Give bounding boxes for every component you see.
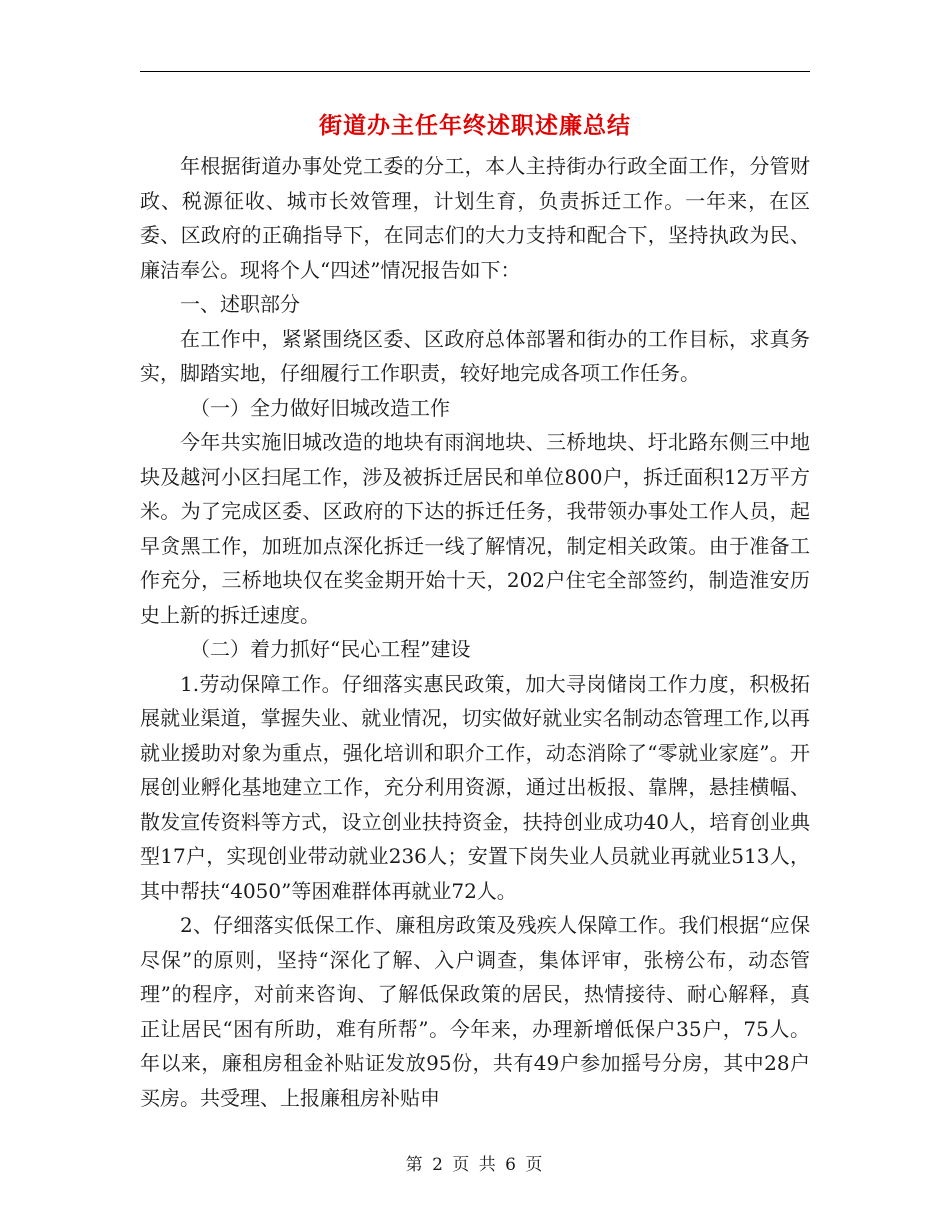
- subheading-people-project: （二）着力抓好“民心工程”建设: [190, 637, 471, 661]
- paragraph-duty-summary: 在工作中，紧紧围绕区委、区政府总体部署和街办的工作目标，求真务实，脚踏实地，仔细履行工作职责，较好地完成各项工作任务。: [140, 326, 810, 385]
- paragraph-old-city-renovation: 今年共实施旧城改造的地块有雨润地块、三桥地块、圩北路东侧三中地块及越河小区扫尾工作，涉及被拆迁居民和单位800户，拆迁面积12万平方米。为了完成区委、区政府的下达的拆迁任务，我带领办事处工作人员，起早贪黑工作，加班加点深化拆迁一线了解情况，制定相关政策。由于准备工作充分，三桥地块仅在奖金期开始十天，202户住宅全部签约，制造淮安历史上新的拆迁速度。: [140, 430, 810, 627]
- document-body: [140, 149, 810, 1115]
- document-title: 街道办主任年终述职述廉总结: [319, 112, 631, 139]
- paragraph-labor-security: 1.劳动保障工作。仔细落实惠民政策，加大寻岗储岗工作力度，积极拓展就业渠道，掌握失业、就业情况，切实做好就业实名制动态管理工作,以再就业援助对象为重点，强化培训和职介工作，动态消除了“零就业家庭”。开展创业孵化基地建立工作，充分利用资源，通过出板报、靠牌，悬挂横幅、散发宣传资料等方式，设立创业扶持资金，扶持创业成功40人，培育创业典型17户，实现创业带动就业236人；安置下岗失业人员就业再就业513人，其中帮扶“4050”等困难群体再就业72人。: [140, 671, 810, 903]
- section-heading-duty: 一、述职部分: [180, 292, 300, 316]
- page-footer: 第 2 页 共 6 页: [405, 1155, 545, 1175]
- subheading-old-city-renovation: （一）全力做好旧城改造工作: [190, 395, 450, 420]
- header-rule: [140, 71, 810, 72]
- paragraph-low-income-housing: 2、仔细落实低保工作、廉租房政策及残疾人保障工作。我们根据“应保尽保”的原则，坚持“深化了解、入户调查，集体评审，张榜公布，动态管理”的程序，对前来咨询、了解低保政策的居民，热情接待、耐心解释，真正让居民“困有所助，难有所帮”。今年来，办理新增低保户35户，75人。年以来，廉租房租金补贴证发放95份，共有49户参加摇号分房，其中28户买房。共受理、上报廉租房补贴申: [140, 913, 810, 1110]
- paragraph-intro: 年根据街道办事处党工委的分工，本人主持街办行政全面工作，分管财政、税源征收、城市长效管理，计划生育，负责拆迁工作。一年来，在区委、区政府的正确指导下，在同志们的大力支持和配合下，坚持执政为民、廉洁奉公。现将个人“四述”情况报告如下：: [140, 154, 810, 282]
